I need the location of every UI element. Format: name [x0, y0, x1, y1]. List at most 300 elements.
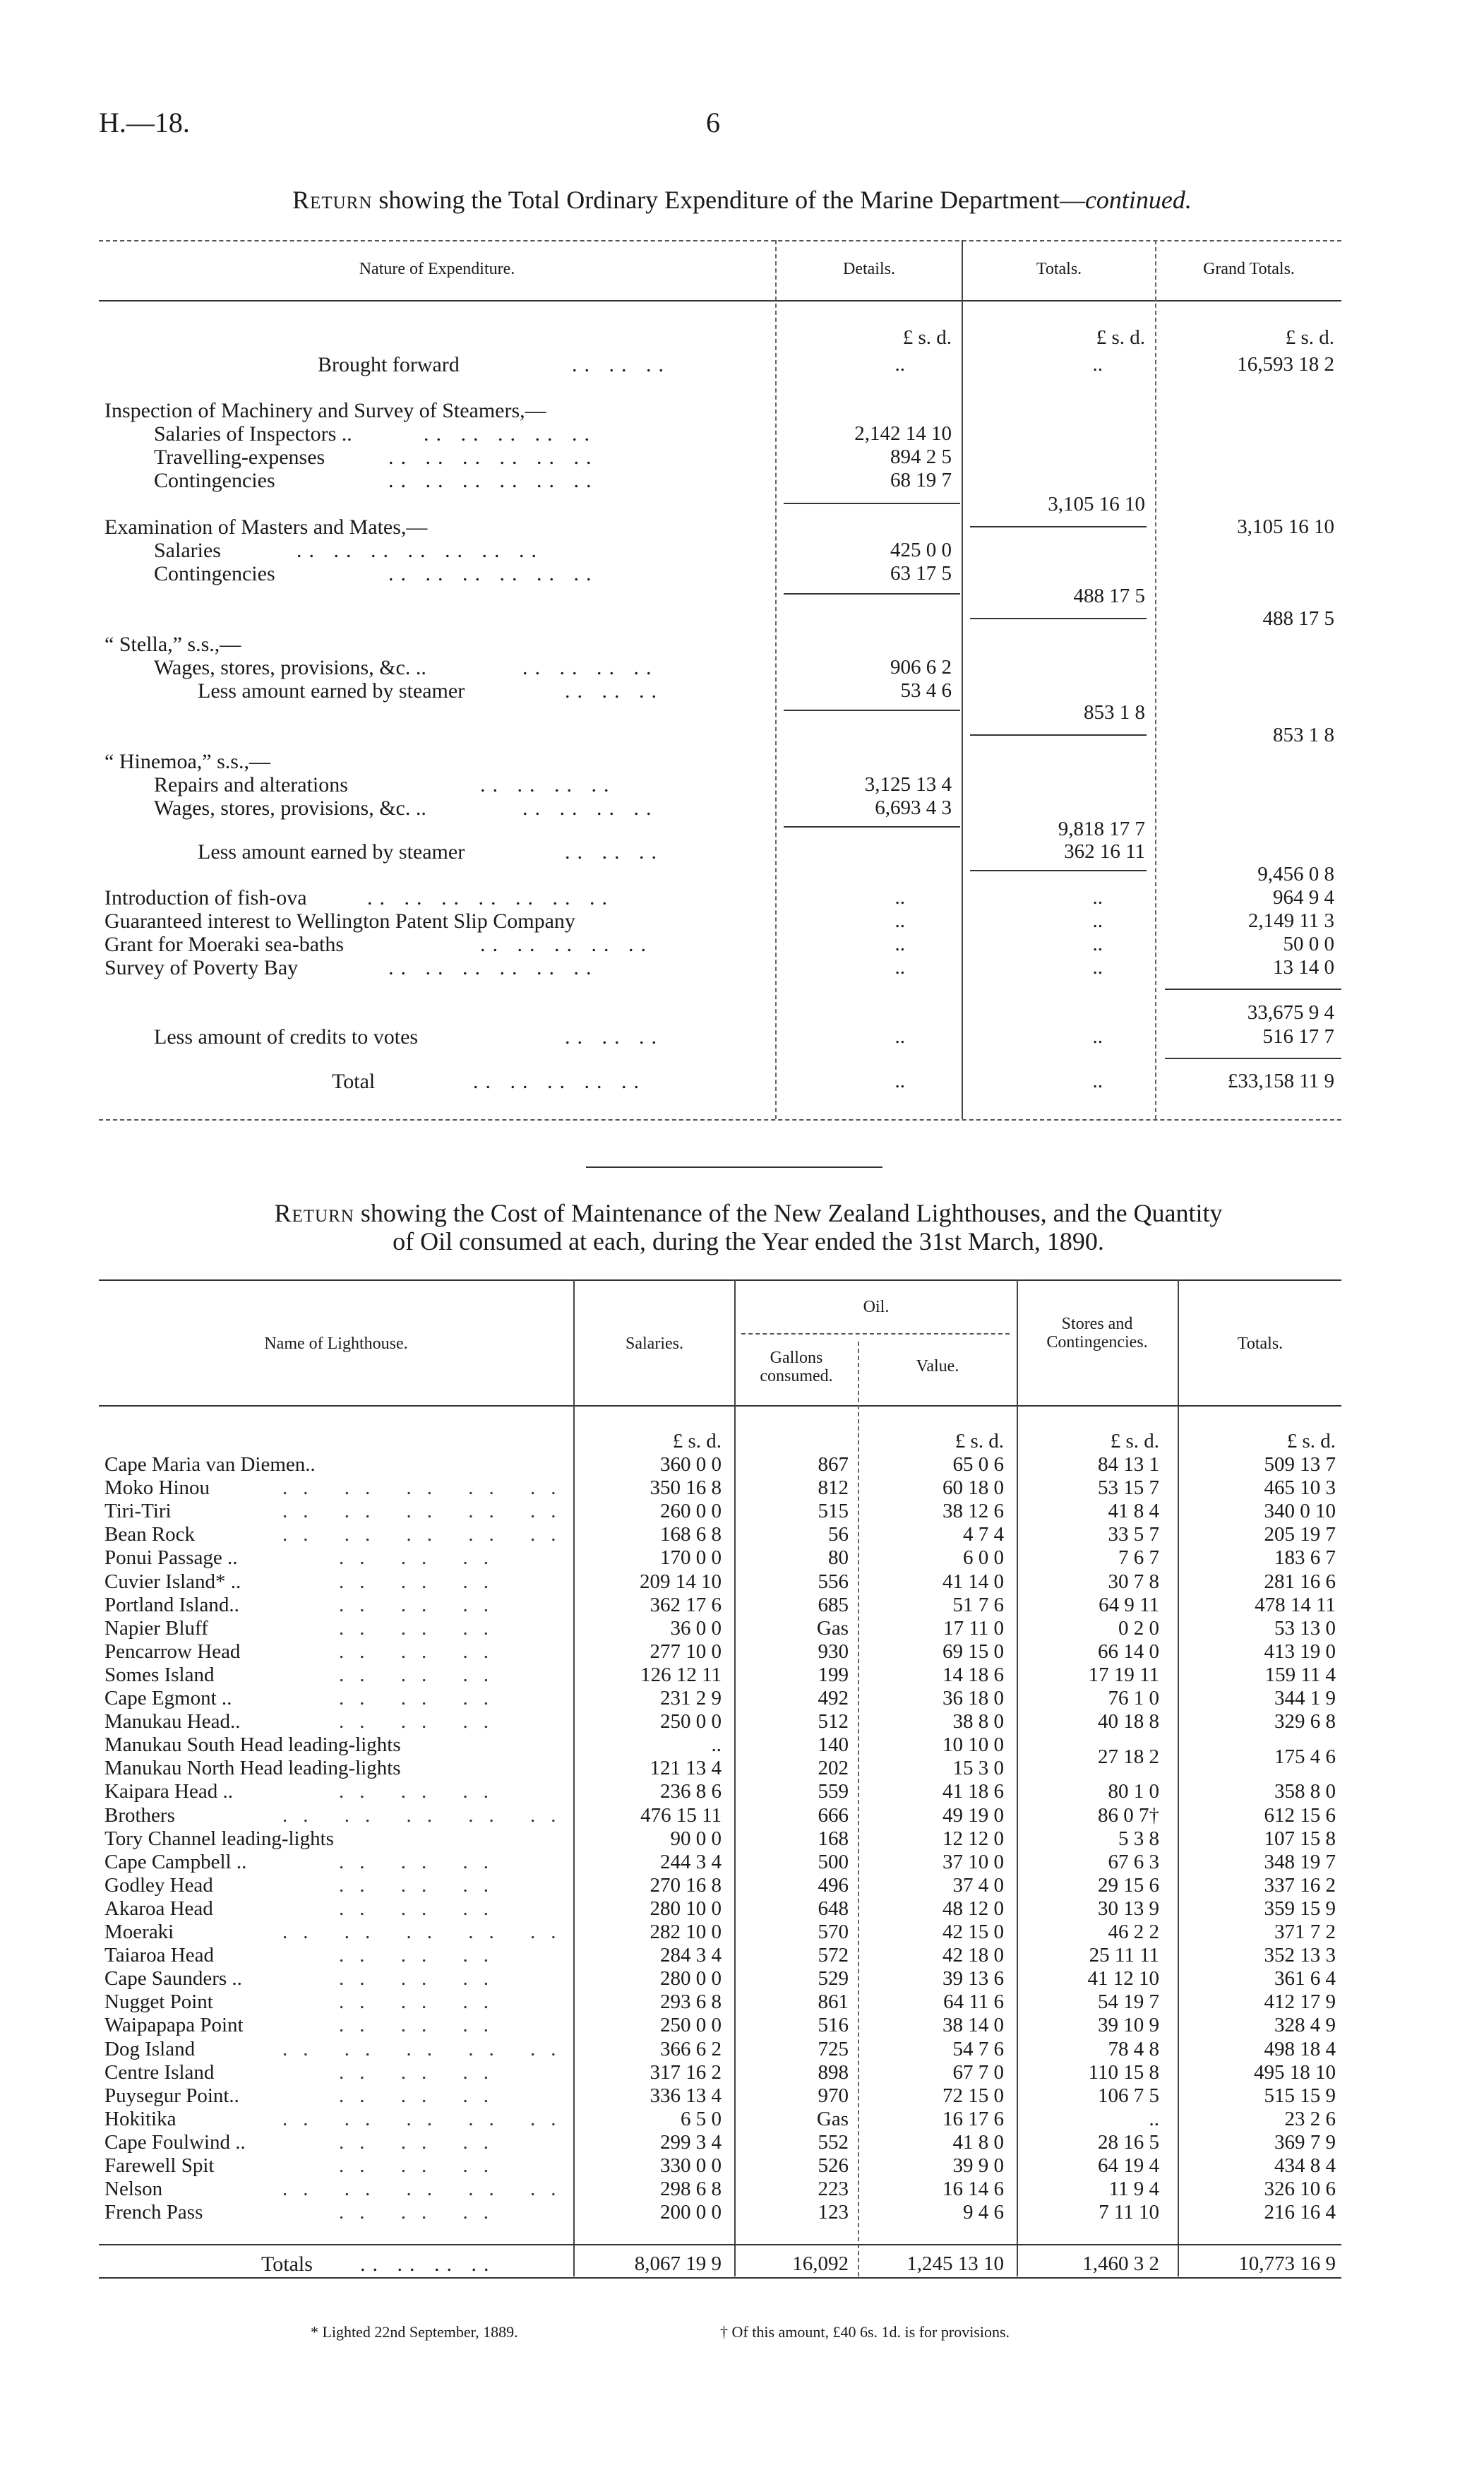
lighthouse-salaries: 36 0 0: [670, 1617, 722, 1640]
t2-totals-total: 10,773 16 9: [1238, 2252, 1336, 2275]
inspection-heading: Inspection of Machinery and Survey of Steamers,—: [104, 399, 546, 422]
lighthouse-oil-value: 17 11 0: [943, 1617, 1004, 1640]
lighthouse-gallons: 867: [818, 1453, 849, 1476]
lighthouse-oil-value: 60 18 0: [943, 1476, 1004, 1499]
examination-heading: Examination of Masters and Mates,—: [104, 515, 428, 539]
inspection-item-label: Travelling-expenses: [154, 446, 325, 469]
t1-bottom-rule: [99, 1119, 1341, 1121]
lighthouse-name: Cape Campbell ..: [104, 1851, 247, 1873]
lighthouse-oil-value: 4 7 4: [963, 1523, 1004, 1546]
lighthouse-total: 53 13 0: [1274, 1617, 1336, 1640]
lighthouse-salaries: 250 0 0: [660, 2014, 722, 2036]
empty-details: ..: [894, 1025, 905, 1048]
inspection-item-label: Salaries of Inspectors ..: [154, 422, 352, 446]
lighthouse-total: 515 15 9: [1264, 2084, 1336, 2107]
hinemoa-subtotal: 9,818 17 7: [1058, 818, 1145, 840]
lighthouse-oil-value: 15 3 0: [952, 1757, 1004, 1779]
inspection-total-rule: [970, 526, 1147, 527]
dot-leader: .. .. .. .. .. ..: [388, 956, 599, 979]
lighthouse-oil-value: 65 0 6: [952, 1453, 1004, 1476]
lighthouse-salaries: 270 16 8: [650, 1874, 722, 1897]
dot-leader: .. .. ..: [339, 1990, 504, 2013]
dot-leader: .. .. ..: [339, 2154, 504, 2177]
lighthouse-stores: 41 8 4: [1108, 1500, 1159, 1522]
lighthouse-salaries: 298 6 8: [660, 2178, 722, 2200]
other-item-label: Guaranteed interest to Wellington Patent Slip Company: [104, 909, 575, 933]
lighthouse-name: Cape Saunders ..: [104, 1967, 242, 1990]
lighthouse-total: 352 13 3: [1264, 1944, 1336, 1966]
lighthouse-name: Nugget Point: [104, 1990, 213, 2013]
t2-totals-rule: [99, 2244, 1341, 2245]
lighthouse-gallons: 168: [818, 1827, 849, 1850]
return2-title: [99, 1199, 1398, 1255]
t2-currency-value: £ s. d.: [955, 1430, 1004, 1452]
stella-heading: “ Stella,” s.s.,—: [104, 633, 241, 656]
stella-sum-rule: [784, 710, 960, 711]
lighthouse-total: 337 16 2: [1264, 1874, 1336, 1897]
lighthouse-salaries: 317 16 2: [650, 2061, 722, 2084]
lighthouse-name: Manukau Head..: [104, 1710, 241, 1733]
lighthouse-total: 23 2 6: [1284, 2108, 1336, 2130]
lighthouse-salaries: 350 16 8: [650, 1476, 722, 1499]
dot-leader: .. .. ..: [339, 1780, 504, 1803]
lighthouse-stores: 27 18 2: [1098, 1745, 1159, 1768]
lighthouse-oil-value: 6 0 0: [963, 1546, 1004, 1569]
lighthouse-oil-value: 64 11 6: [943, 1990, 1004, 2013]
lighthouse-gallons: 648: [818, 1897, 849, 1920]
lighthouse-total: 369 7 9: [1274, 2131, 1336, 2154]
lighthouse-stores: 29 15 6: [1098, 1874, 1159, 1897]
lighthouse-gallons: 725: [818, 2038, 849, 2060]
lighthouse-oil-value: 38 12 6: [943, 1500, 1004, 1522]
lighthouse-salaries: 121 13 4: [650, 1757, 722, 1779]
dot-leader: .. .. .. .. .. .. ..: [297, 539, 544, 562]
lighthouse-salaries: 277 10 0: [650, 1640, 722, 1663]
lighthouse-oil-value: 37 4 0: [952, 1874, 1004, 1897]
return2-title-line2: of Oil consumed at each, during the Year ended the 31st March, 1890.: [393, 1227, 1104, 1255]
lighthouse-oil-value: 69 15 0: [943, 1640, 1004, 1663]
other-item-grand: 50 0 0: [1283, 933, 1334, 955]
t2-col-divider: [573, 1279, 575, 2276]
dot-leader: .. .. ..: [339, 2201, 504, 2224]
dot-leader: .. .. .. .. ..: [282, 2108, 572, 2130]
lighthouse-stores: 86 0 7†: [1098, 1804, 1159, 1827]
lighthouse-name: Bean Rock: [104, 1523, 196, 1546]
other-item-label: Introduction of fish-ova: [104, 886, 307, 909]
section-separator: [586, 1166, 882, 1168]
dot-leader: .. .. ..: [339, 1640, 504, 1663]
t2-bottom-rule: [99, 2277, 1341, 2279]
dot-leader: .. .. ..: [339, 1944, 504, 1966]
dot-leader: .. .. ..: [339, 2084, 504, 2107]
t2-totals-label: Totals: [261, 2252, 313, 2276]
lighthouse-name: Taiaroa Head: [104, 1944, 214, 1966]
stella-total-rule: [970, 734, 1147, 736]
stella-grand: 853 1 8: [1273, 724, 1334, 746]
lighthouse-oil-value: 9 4 6: [963, 2201, 1004, 2224]
lighthouse-stores: 41 12 10: [1087, 1967, 1159, 1990]
lighthouse-oil-value: 16 14 6: [943, 2178, 1004, 2200]
lighthouse-total: 329 6 8: [1274, 1710, 1336, 1733]
lighthouse-oil-value: 37 10 0: [943, 1851, 1004, 1873]
dot-leader: .. .. ..: [339, 2014, 504, 2036]
lighthouse-oil-value: 12 12 0: [943, 1827, 1004, 1850]
t2-oil-rule: [741, 1333, 1010, 1335]
t2-top-rule: [99, 1279, 1341, 1281]
t2-header-value: Value.: [916, 1357, 959, 1375]
lighthouse-oil-value: 54 7 6: [952, 2038, 1004, 2060]
lighthouse-stores: 64 19 4: [1098, 2154, 1159, 2177]
lighthouse-gallons: 223: [818, 2178, 849, 2200]
t2-header-gallons: Gallons consumed.: [760, 1349, 833, 1385]
t2-totals-salaries: 8,067 19 9: [634, 2252, 722, 2275]
t2-header-name: Name of Lighthouse.: [264, 1335, 408, 1353]
lighthouse-total: 344 1 9: [1274, 1687, 1336, 1709]
dot-leader: .. .. .. .. ..: [473, 1070, 646, 1093]
empty-totals: ..: [1092, 886, 1103, 909]
lighthouse-stores: 54 19 7: [1098, 1990, 1159, 2013]
less-credits-value: 516 17 7: [1262, 1025, 1334, 1048]
lighthouse-name: Godley Head: [104, 1874, 213, 1897]
t1-currency-grand: £ s. d.: [1285, 326, 1334, 349]
footnote-star: * Lighted 22nd September, 1889.: [311, 2323, 518, 2341]
lighthouse-oil-value: 16 17 6: [943, 2108, 1004, 2130]
t2-currency-totals: £ s. d.: [1286, 1430, 1336, 1452]
lighthouse-gallons: 970: [818, 2084, 849, 2107]
lighthouse-stores: 5 3 8: [1118, 1827, 1159, 1850]
examination-sum-rule: [784, 593, 960, 595]
dot-leader: .. .. .. .. .. ..: [388, 562, 599, 585]
lighthouse-stores: 28 16 5: [1098, 2131, 1159, 2154]
brought-forward-grand: 16,593 18 2: [1237, 353, 1334, 376]
dot-leader: .. .. ..: [339, 2131, 504, 2154]
lighthouse-name: Nelson: [104, 2178, 163, 2200]
lighthouse-total: 340 0 10: [1264, 1500, 1336, 1522]
lighthouse-name: Somes Island: [104, 1664, 215, 1686]
lighthouse-gallons: 861: [818, 1990, 849, 2013]
lighthouse-gallons: Gas: [816, 1617, 849, 1640]
brought-forward-details: ..: [894, 353, 905, 376]
lighthouse-oil-value: 38 8 0: [952, 1710, 1004, 1733]
lighthouse-oil-value: 41 18 6: [943, 1780, 1004, 1803]
empty-totals: ..: [1092, 956, 1103, 979]
dot-leader: .. .. ..: [339, 1710, 504, 1733]
inspection-grand: 3,105 16 10: [1237, 515, 1334, 538]
empty-totals: ..: [1092, 933, 1103, 955]
dot-leader: .. .. .. .. ..: [282, 1921, 572, 1943]
hinemoa-heading: “ Hinemoa,” s.s.,—: [104, 750, 270, 773]
lighthouse-name: Cuvier Island* ..: [104, 1570, 241, 1593]
t2-currency-stores: £ s. d.: [1110, 1430, 1159, 1452]
lighthouse-gallons: Gas: [816, 2108, 849, 2130]
stella-total: 853 1 8: [1084, 701, 1145, 724]
lighthouse-salaries: ..: [711, 1733, 722, 1756]
other-item-grand: 2,149 11 3: [1247, 909, 1334, 932]
lighthouse-name: Kaipara Head ..: [104, 1780, 233, 1803]
dot-leader: .. .. .. .. ..: [282, 2178, 572, 2200]
lighthouse-stores: 25 11 11: [1089, 1944, 1159, 1966]
hinemoa-total-rule: [970, 870, 1147, 871]
lighthouse-gallons: 898: [818, 2061, 849, 2084]
lighthouse-stores: 39 10 9: [1098, 2014, 1159, 2036]
lighthouse-salaries: 244 3 4: [660, 1851, 722, 1873]
sum-rule: [1165, 989, 1341, 990]
lighthouse-total: 495 18 10: [1254, 2061, 1336, 2084]
total-value: £33,158 11 9: [1227, 1070, 1334, 1092]
lighthouse-stores: 33 5 7: [1108, 1523, 1159, 1546]
lighthouse-gallons: 516: [818, 2014, 849, 2036]
lighthouse-salaries: 200 0 0: [660, 2201, 722, 2224]
lighthouse-salaries: 170 0 0: [660, 1546, 722, 1569]
hinemoa-less-value: 362 16 11: [1064, 840, 1145, 863]
t2-totals-gallons: 16,092: [792, 2252, 849, 2275]
lighthouse-name: Tiri-Tiri: [104, 1500, 172, 1522]
lighthouse-total: 413 19 0: [1264, 1640, 1336, 1663]
lighthouse-salaries: 90 0 0: [670, 1827, 722, 1850]
examination-grand: 488 17 5: [1262, 607, 1334, 630]
lighthouse-total: 498 18 4: [1264, 2038, 1336, 2060]
inspection-total: 3,105 16 10: [1048, 493, 1145, 515]
lighthouse-name: Puysegur Point..: [104, 2084, 239, 2107]
lighthouse-salaries: 360 0 0: [660, 1453, 722, 1476]
t1-currency-details: £ s. d.: [902, 326, 952, 349]
lighthouse-oil-value: 14 18 6: [943, 1664, 1004, 1686]
lighthouse-stores: 67 6 3: [1108, 1851, 1159, 1873]
t1-col-divider-2: [962, 240, 963, 1119]
t1-header-nature: Nature of Expenditure.: [359, 260, 515, 278]
lighthouse-salaries: 236 8 6: [660, 1780, 722, 1803]
t2-header-rule: [99, 1405, 1341, 1407]
other-item-grand: 13 14 0: [1273, 956, 1334, 979]
lighthouse-name: Waipapapa Point: [104, 2014, 244, 2036]
dot-leader: .. .. .. ..: [522, 656, 659, 679]
lighthouse-gallons: 570: [818, 1921, 849, 1943]
lighthouse-total: 205 19 7: [1264, 1523, 1336, 1546]
t2-totals-value: 1,245 13 10: [906, 2252, 1004, 2275]
dot-leader: .. .. .. ..: [480, 773, 616, 796]
lighthouse-total: 371 7 2: [1274, 1921, 1336, 1943]
brought-forward-leader: .. .. ..: [572, 353, 671, 376]
lighthouse-oil-value: 49 19 0: [943, 1804, 1004, 1827]
lighthouse-stores: 7 6 7: [1118, 1546, 1159, 1569]
lighthouse-oil-value: 39 9 0: [952, 2154, 1004, 2177]
lighthouse-stores: 11 9 4: [1108, 2178, 1159, 2200]
lighthouse-total: 159 11 4: [1264, 1664, 1336, 1686]
lighthouse-salaries: 280 10 0: [650, 1897, 722, 1920]
lighthouse-gallons: 515: [818, 1500, 849, 1522]
t1-col-divider-1: [775, 240, 777, 1119]
lighthouse-name: Cape Maria van Diemen..: [104, 1453, 316, 1476]
t2-totals-stores: 1,460 3 2: [1082, 2252, 1159, 2275]
dot-leader: .. .. .. .. ..: [282, 1804, 572, 1827]
lighthouse-total: 359 15 9: [1264, 1897, 1336, 1920]
dot-leader: .. .. ..: [339, 1546, 504, 1569]
dot-leader: .. .. .. .. .. .. ..: [367, 886, 614, 909]
lighthouse-name: Pencarrow Head: [104, 1640, 241, 1663]
t2-col-divider: [858, 1342, 859, 2276]
lighthouse-total: 183 6 7: [1274, 1546, 1336, 1569]
lighthouse-gallons: 202: [818, 1757, 849, 1779]
lighthouse-total: 216 16 4: [1264, 2201, 1336, 2224]
lighthouse-oil-value: 72 15 0: [943, 2084, 1004, 2107]
dot-leader: .. .. ..: [339, 1664, 504, 1686]
lighthouse-name: Hokitika: [104, 2108, 176, 2130]
t2-col-divider: [1017, 1279, 1018, 2276]
lighthouse-total: 348 19 7: [1264, 1851, 1336, 1873]
examination-total-rule: [970, 618, 1147, 619]
dot-leader: .. .. ..: [565, 1025, 664, 1049]
lighthouse-stores: 84 13 1: [1098, 1453, 1159, 1476]
brought-forward-totals: ..: [1092, 353, 1103, 376]
lighthouse-oil-value: 67 7 0: [952, 2061, 1004, 2084]
lighthouse-stores: 78 4 8: [1108, 2038, 1159, 2060]
page-header: H.—18.: [99, 107, 190, 138]
dot-leader: .. .. .. ..: [522, 796, 659, 820]
lighthouse-name: Centre Island: [104, 2061, 215, 2084]
inspection-item-value: 2,142 14 10: [854, 422, 952, 445]
lighthouse-salaries: 476 15 11: [640, 1804, 722, 1827]
lighthouse-oil-value: 41 8 0: [952, 2131, 1004, 2154]
lighthouse-salaries: 284 3 4: [660, 1944, 722, 1966]
hinemoa-grand: 9,456 0 8: [1257, 863, 1334, 885]
total-label: Total: [332, 1070, 376, 1093]
lighthouse-total: 358 8 0: [1274, 1780, 1336, 1803]
lighthouse-gallons: 512: [818, 1710, 849, 1733]
stella-item-value: 906 6 2: [890, 656, 952, 679]
lighthouse-salaries: 280 0 0: [660, 1967, 722, 1990]
lighthouse-stores: ..: [1149, 2108, 1159, 2130]
empty-totals: ..: [1092, 909, 1103, 932]
lighthouse-total: 434 8 4: [1274, 2154, 1336, 2177]
lighthouse-oil-value: 39 13 6: [943, 1967, 1004, 1990]
lighthouse-gallons: 496: [818, 1874, 849, 1897]
hinemoa-less-label: Less amount earned by steamer: [198, 840, 465, 864]
dot-leader: .. .. ..: [565, 840, 664, 864]
lighthouse-salaries: 250 0 0: [660, 1710, 722, 1733]
lighthouse-salaries: 362 17 6: [650, 1594, 722, 1616]
lighthouse-name: Tory Channel leading-lights: [104, 1827, 334, 1850]
dot-leader: .. .. ..: [339, 1967, 504, 1990]
empty-totals: ..: [1092, 1025, 1103, 1048]
lighthouse-total: 612 15 6: [1264, 1804, 1336, 1827]
lighthouse-gallons: 556: [818, 1570, 849, 1593]
page-number: 6: [706, 107, 720, 138]
t1-header-details: Details.: [843, 260, 895, 278]
lighthouse-gallons: 140: [818, 1733, 849, 1756]
dot-leader: .. .. .. .. .. ..: [388, 469, 599, 492]
less-credits-label: Less amount of credits to votes: [154, 1025, 419, 1049]
stella-item-label: Less amount earned by steamer: [198, 679, 465, 703]
lighthouse-gallons: 500: [818, 1851, 849, 1873]
lighthouse-stores: 64 9 11: [1099, 1594, 1159, 1616]
inspection-item-value: 894 2 5: [890, 446, 952, 468]
lighthouse-stores: 66 14 0: [1098, 1640, 1159, 1663]
lighthouse-gallons: 572: [818, 1944, 849, 1966]
dot-leader: .. .. ..: [339, 1594, 504, 1616]
lighthouse-salaries: 126 12 11: [640, 1664, 722, 1686]
t2-currency-salaries: £ s. d.: [672, 1430, 722, 1452]
t2-header-oil: Oil.: [863, 1298, 890, 1316]
lighthouse-salaries: 168 6 8: [660, 1523, 722, 1546]
footnote-dagger: † Of this amount, £40 6s. 1d. is for provisions.: [720, 2323, 1010, 2341]
lighthouse-stores: 17 19 11: [1088, 1664, 1159, 1686]
empty-details: ..: [894, 909, 905, 932]
lighthouse-total: 107 15 8: [1264, 1827, 1336, 1850]
return1-title-italic: continued.: [1084, 186, 1192, 214]
examination-total: 488 17 5: [1073, 585, 1145, 607]
t2-header-salaries: Salaries.: [626, 1335, 683, 1353]
hinemoa-item-label: Wages, stores, provisions, &c. ..: [154, 796, 426, 820]
lighthouse-salaries: 209 14 10: [640, 1570, 722, 1593]
dot-leader: .. .. .. .. ..: [282, 1500, 572, 1522]
t2-header-stores: Stores and Contingencies.: [1046, 1315, 1148, 1351]
lighthouse-stores: 30 13 9: [1098, 1897, 1159, 1920]
lighthouse-gallons: 529: [818, 1967, 849, 1990]
empty-totals: ..: [1092, 1070, 1103, 1092]
hinemoa-item-label: Repairs and alterations: [154, 773, 348, 796]
lighthouse-stores: 7 11 10: [1099, 2201, 1159, 2224]
empty-details: ..: [894, 933, 905, 955]
lighthouse-gallons: 552: [818, 2131, 849, 2154]
examination-item-label: Contingencies: [154, 562, 275, 585]
lighthouse-stores: 0 2 0: [1118, 1617, 1159, 1640]
dot-leader: .. .. ..: [339, 1851, 504, 1873]
dot-leader: .. .. .. .. ..: [282, 1476, 572, 1499]
dot-leader: .. .. ..: [339, 2061, 504, 2084]
t1-currency-totals: £ s. d.: [1096, 326, 1145, 349]
lighthouse-salaries: 231 2 9: [660, 1687, 722, 1709]
lighthouse-stores: 80 1 0: [1108, 1780, 1159, 1803]
return1-title: [0, 185, 1484, 215]
other-item-label: Grant for Moeraki sea-baths: [104, 933, 345, 956]
dot-leader: .. .. ..: [339, 1687, 504, 1709]
lighthouse-stores: 30 7 8: [1108, 1570, 1159, 1593]
lighthouse-stores: 110 15 8: [1088, 2061, 1159, 2084]
lighthouse-gallons: 666: [818, 1804, 849, 1827]
dot-leader: .. .. .. .. ..: [424, 422, 597, 446]
lighthouse-name: Moko Hinou: [104, 1476, 210, 1499]
lighthouse-stores: 76 1 0: [1108, 1687, 1159, 1709]
t2-col-divider: [1178, 1279, 1179, 2276]
inspection-item-value: 68 19 7: [890, 469, 952, 491]
lighthouse-oil-value: 42 15 0: [943, 1921, 1004, 1943]
lighthouse-stores: 53 15 7: [1098, 1476, 1159, 1499]
lighthouse-name: Dog Island: [104, 2038, 196, 2060]
lighthouse-total: 326 10 6: [1264, 2178, 1336, 2200]
lighthouse-salaries: 6 5 0: [681, 2108, 722, 2130]
lighthouse-salaries: 293 6 8: [660, 1990, 722, 2013]
examination-item-value: 63 17 5: [890, 562, 952, 585]
empty-details: ..: [894, 1070, 905, 1092]
lighthouse-oil-value: 51 7 6: [952, 1594, 1004, 1616]
lighthouse-gallons: 492: [818, 1687, 849, 1709]
lighthouse-oil-value: 42 18 0: [943, 1944, 1004, 1966]
lighthouse-gallons: 56: [828, 1523, 849, 1546]
lighthouse-name: Cape Foulwind ..: [104, 2131, 246, 2154]
t2-col-divider: [734, 1279, 736, 2276]
lighthouse-oil-value: 48 12 0: [943, 1897, 1004, 1920]
dot-leader: .. .. .. .. ..: [282, 1523, 572, 1546]
lighthouse-gallons: 526: [818, 2154, 849, 2177]
lighthouse-gallons: 685: [818, 1594, 849, 1616]
lighthouse-name: Napier Bluff: [104, 1617, 208, 1640]
return1-title-prefix: Return: [292, 186, 373, 214]
t1-header-grand: Grand Totals.: [1203, 260, 1295, 278]
lighthouse-oil-value: 41 14 0: [943, 1570, 1004, 1593]
lighthouse-name: Manukau North Head leading-lights: [104, 1757, 401, 1779]
dot-leader: .. .. .. .. ..: [480, 933, 653, 956]
other-item-label: Survey of Poverty Bay: [104, 956, 299, 979]
